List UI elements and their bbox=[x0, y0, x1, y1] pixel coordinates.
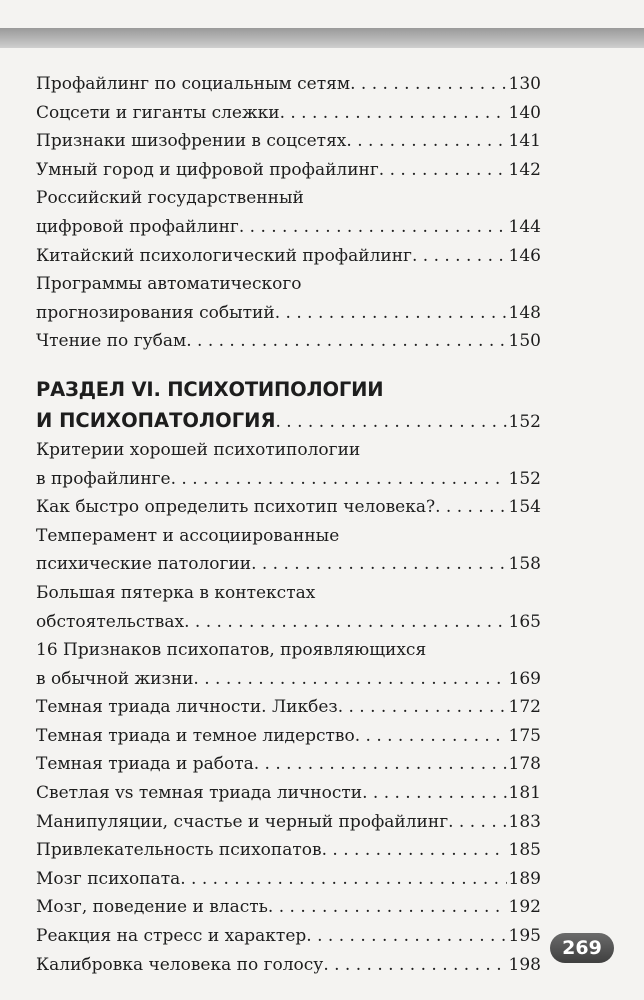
toc-entry-title: Темная триада личности. Ликбез bbox=[36, 697, 338, 718]
toc-page-number: 172 bbox=[508, 697, 541, 718]
toc-entry-row bbox=[36, 836, 541, 865]
dot-leader bbox=[346, 127, 506, 156]
dot-leader bbox=[448, 808, 506, 837]
toc-entry-title: Светлая vs темная триада личности bbox=[36, 783, 363, 804]
toc-entry-line: Программы автоматического bbox=[36, 274, 302, 295]
toc-entry-row bbox=[36, 242, 541, 271]
toc-entry bbox=[36, 493, 541, 522]
dot-leader bbox=[276, 407, 507, 438]
toc-entry-title: Калибровка человека по голосу bbox=[36, 954, 324, 975]
table-of-contents bbox=[36, 70, 541, 979]
toc-page-number: 189 bbox=[508, 868, 541, 889]
dot-leader bbox=[323, 951, 506, 980]
section-heading bbox=[36, 374, 541, 436]
toc-page-number: 192 bbox=[508, 897, 541, 918]
toc-entry-row bbox=[36, 127, 541, 156]
toc-entry bbox=[36, 522, 541, 579]
dot-leader bbox=[412, 242, 507, 271]
dot-leader bbox=[186, 327, 506, 356]
dot-leader bbox=[306, 922, 506, 951]
toc-entry-row bbox=[36, 693, 541, 722]
toc-page-number: 130 bbox=[508, 74, 541, 94]
toc-entry bbox=[36, 722, 541, 751]
toc-entry-line: 16 Признаков психопатов, проявляющихся bbox=[36, 640, 427, 661]
toc-entry bbox=[36, 127, 541, 156]
toc-entry bbox=[36, 436, 541, 493]
toc-page-number: 148 bbox=[508, 302, 541, 323]
toc-entry-row bbox=[36, 99, 541, 128]
toc-entry-row bbox=[36, 327, 541, 356]
toc-entry-title: Профайлинг по социальным сетям bbox=[36, 74, 351, 94]
toc-entry-row bbox=[36, 465, 541, 494]
section-title-row bbox=[36, 405, 541, 436]
section-title bbox=[36, 374, 541, 436]
toc-page-number: 181 bbox=[508, 783, 541, 804]
toc-entry-row bbox=[36, 808, 541, 837]
toc-entry-row bbox=[36, 156, 541, 185]
toc-entry bbox=[36, 327, 541, 356]
toc-page-number: 178 bbox=[508, 754, 541, 775]
toc-entry bbox=[36, 270, 541, 327]
page-number-badge: 269 bbox=[550, 933, 614, 963]
toc-entry-row bbox=[36, 299, 541, 328]
toc-entry-row bbox=[36, 865, 541, 894]
toc-page-number: 146 bbox=[508, 245, 541, 266]
toc-entry-title: Как быстро определить психотип человека? bbox=[36, 497, 436, 518]
toc-entry-title: Привлекательность психопатов bbox=[36, 840, 322, 861]
toc-entry-title: Мозг, поведение и власть bbox=[36, 897, 268, 918]
toc-entry-title: Китайский психологический профайлинг bbox=[36, 245, 412, 266]
dot-leader bbox=[338, 693, 507, 722]
dot-leader bbox=[184, 608, 506, 637]
toc-entry bbox=[36, 693, 541, 722]
toc-entry-row bbox=[36, 750, 541, 779]
toc-entry-row bbox=[36, 213, 541, 242]
section-title-line: И ПСИХОПАТОЛОГИЯ bbox=[36, 408, 276, 432]
toc-entry bbox=[36, 156, 541, 185]
toc-page-number: 158 bbox=[508, 554, 541, 575]
toc-entry-title: Темная триада и темное лидерство bbox=[36, 725, 355, 746]
toc-entry bbox=[36, 184, 541, 241]
toc-entry bbox=[36, 99, 541, 128]
toc-page-number: 185 bbox=[508, 840, 541, 861]
toc-entry-title: обстоятельствах bbox=[36, 611, 185, 632]
toc-entry bbox=[36, 579, 541, 636]
toc-entry-line: Темперамент и ассоциированные bbox=[36, 525, 340, 546]
toc-entry-title: Чтение по губам bbox=[36, 331, 187, 352]
toc-entry-title: Мозг психопата bbox=[36, 868, 181, 889]
toc-page-number: 165 bbox=[508, 611, 541, 632]
toc-entry-row bbox=[36, 951, 541, 980]
toc-entry-row bbox=[36, 493, 541, 522]
toc-page-number: 140 bbox=[508, 102, 541, 123]
toc-page-number: 152 bbox=[508, 468, 541, 489]
dot-leader bbox=[379, 156, 507, 185]
toc-entries-before bbox=[36, 70, 541, 356]
toc-page-number: 175 bbox=[508, 725, 541, 746]
toc-entry bbox=[36, 808, 541, 837]
toc-entry bbox=[36, 779, 541, 808]
toc-entry bbox=[36, 242, 541, 271]
toc-page-number: 150 bbox=[508, 331, 541, 352]
toc-page-number: 141 bbox=[508, 131, 541, 152]
toc-entry-row bbox=[36, 722, 541, 751]
toc-page-number: 144 bbox=[508, 216, 541, 237]
dot-leader bbox=[275, 299, 507, 328]
toc-entry-row bbox=[36, 893, 541, 922]
toc-entry-line: Российский государственный bbox=[36, 188, 304, 209]
toc-page-number: 154 bbox=[508, 497, 541, 518]
toc-page-number: 183 bbox=[508, 811, 541, 832]
header-bar bbox=[0, 28, 644, 48]
dot-leader bbox=[350, 70, 506, 99]
toc-entries-after bbox=[36, 436, 541, 979]
section-title-line: РАЗДЕЛ VI. ПСИХОТИПОЛОГИИ bbox=[36, 377, 384, 401]
toc-entry-title: Реакция на стресс и характер bbox=[36, 926, 307, 947]
dot-leader bbox=[362, 779, 506, 808]
toc-entry bbox=[36, 70, 541, 99]
toc-page-number: 152 bbox=[508, 411, 541, 432]
toc-entry-row bbox=[36, 922, 541, 951]
dot-leader bbox=[251, 550, 506, 579]
toc-entry-row bbox=[36, 70, 541, 99]
dot-leader bbox=[280, 99, 507, 128]
toc-page-number: 169 bbox=[508, 668, 541, 689]
toc-page-number: 198 bbox=[508, 954, 541, 975]
dot-leader bbox=[171, 465, 507, 494]
dot-leader bbox=[254, 750, 507, 779]
toc-entry-title: в профайлинге bbox=[36, 468, 171, 489]
toc-entry-row bbox=[36, 608, 541, 637]
toc-entry bbox=[36, 636, 541, 693]
toc-entry bbox=[36, 836, 541, 865]
dot-leader bbox=[193, 665, 506, 694]
toc-page-number: 195 bbox=[508, 926, 541, 947]
toc-entry-title: цифровой профайлинг bbox=[36, 216, 239, 237]
toc-entry-line: Критерии хорошей психотипологии bbox=[36, 439, 361, 460]
toc-entry-title: Признаки шизофрении в соцсетях bbox=[36, 131, 347, 152]
toc-entry-title: Умный город и цифровой профайлинг bbox=[36, 159, 379, 180]
toc-entry-line: Большая пятерка в контекстах bbox=[36, 582, 316, 603]
dot-leader bbox=[322, 836, 507, 865]
toc-entry-title: в обычной жизни bbox=[36, 668, 194, 689]
toc-entry bbox=[36, 893, 541, 922]
toc-entry-title: психические патологии bbox=[36, 554, 252, 575]
dot-leader bbox=[239, 213, 507, 242]
dot-leader bbox=[355, 722, 507, 751]
dot-leader bbox=[268, 893, 507, 922]
dot-leader bbox=[435, 493, 506, 522]
dot-leader bbox=[180, 865, 506, 894]
toc-entry-row bbox=[36, 779, 541, 808]
toc-entry-row bbox=[36, 665, 541, 694]
toc-entry-title: Соцсети и гиганты слежки bbox=[36, 102, 280, 123]
toc-page-number: 142 bbox=[508, 159, 541, 180]
toc-entry bbox=[36, 750, 541, 779]
toc-entry bbox=[36, 922, 541, 951]
toc-entry bbox=[36, 951, 541, 980]
toc-entry-title: прогнозирования событий bbox=[36, 302, 275, 323]
toc-entry-title: Темная триада и работа bbox=[36, 754, 254, 775]
toc-entry bbox=[36, 865, 541, 894]
toc-entry-row bbox=[36, 550, 541, 579]
toc-entry-title: Манипуляции, счастье и черный профайлинг bbox=[36, 811, 449, 832]
